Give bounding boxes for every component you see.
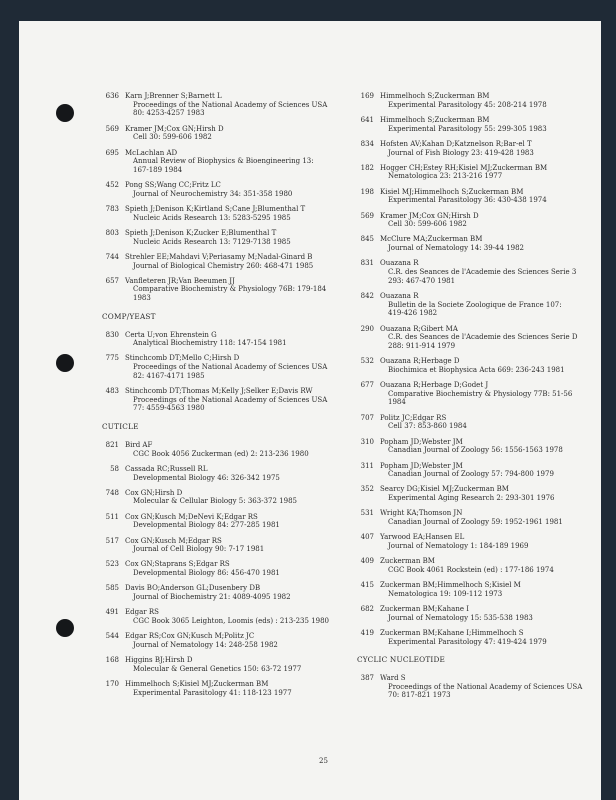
- reference-number: 409: [360, 557, 374, 566]
- reference-number: 569: [105, 124, 119, 133]
- section-heading: CYCLIC NUCLEOTIDE: [357, 655, 446, 665]
- reference-number: 517: [105, 536, 119, 545]
- reference-authors: Ouazana R;Gibert MA: [380, 324, 458, 333]
- reference-entry: [357, 92, 597, 109]
- reference-entry: [102, 277, 352, 303]
- reference-citation-line: Cell 30: 599-606 1982: [133, 133, 212, 142]
- reference-authors: McClure MA;Zuckerman BM: [380, 235, 483, 244]
- reference-citation-line: Cell 37: 853-860 1984: [388, 422, 467, 431]
- reference-citation-line: Nematologica 23: 213-216 1977: [388, 172, 503, 181]
- reference-citation-line: Journal of Nematology 15: 535-538 1983: [388, 613, 533, 622]
- binder-hole: [56, 354, 74, 372]
- reference-citation-line: 70: 817-821 1973: [388, 691, 451, 700]
- reference-authors: Ouazana R;Herbage D;Godet J: [380, 381, 489, 390]
- reference-entry: [357, 116, 597, 133]
- reference-number: 842: [360, 291, 374, 300]
- reference-authors: McLachlan AD: [125, 148, 178, 157]
- reference-number: 775: [105, 354, 119, 363]
- reference-authors: Yarwood EA;Hansen EL: [380, 533, 465, 542]
- reference-authors: Zuckerman BM: [380, 557, 435, 566]
- reference-entry: [357, 164, 597, 181]
- reference-citation-line: Journal of Nematology 1: 184-189 1969: [388, 541, 529, 550]
- reference-citation-line: Canadian Journal of Zoology 59: 1952-1961 1981: [388, 518, 563, 527]
- reference-entry: [102, 584, 352, 601]
- reference-citation-line: Cell 30: 599-606 1982: [388, 220, 467, 229]
- reference-entry: [357, 438, 597, 455]
- reference-entry: [357, 325, 597, 351]
- reference-authors: Cox GN;Kusch M;DeNevi K;Edgar RS: [125, 512, 258, 521]
- reference-authors: Zuckerman BM;Kahane I: [380, 604, 469, 613]
- reference-authors: Himmelhoch S;Zuckerman BM: [380, 115, 490, 124]
- reference-citation-line: 80: 4253-4257 1983: [133, 109, 205, 118]
- reference-entry: [102, 92, 352, 118]
- reference-number: 531: [360, 509, 374, 518]
- reference-entry: [357, 357, 597, 374]
- section-heading: CUTICLE: [102, 422, 139, 432]
- reference-entry: [357, 605, 597, 622]
- reference-entry: [357, 414, 597, 431]
- reference-entry: [357, 557, 597, 574]
- reference-authors: Himmelhoch S;Kisiel MJ;Zuckerman BM: [125, 679, 269, 688]
- reference-citation-line: Experimental Parasitology 55: 299-305 1983: [388, 124, 547, 133]
- reference-entry: [102, 205, 352, 222]
- reference-number: 352: [360, 485, 374, 494]
- reference-citation-line: CGC Book 4061 Rockstein (ed) : 177-186 1974: [388, 565, 554, 574]
- reference-entry: [102, 465, 352, 482]
- reference-number: 834: [360, 139, 374, 148]
- reference-number: 845: [360, 235, 374, 244]
- reference-number: 311: [360, 461, 374, 470]
- reference-number: 830: [105, 330, 119, 339]
- reference-citation-line: Proceedings of the National Academy of Sciences USA: [133, 363, 328, 372]
- reference-citation-line: Journal of Neurochemistry 34: 351-358 1980: [133, 189, 293, 198]
- reference-citation-line: Nematologica 19: 109-112 1973: [388, 589, 503, 598]
- reference-citation-line: Journal of Biological Chemistry 260: 468-471 1985: [133, 261, 314, 270]
- reference-citation-line: Journal of Biochemistry 21: 4089-4095 1982: [133, 593, 291, 602]
- reference-entry: [357, 462, 597, 479]
- reference-citation-line: Proceedings of the National Academy of Sciences USA: [133, 100, 328, 109]
- reference-number: 748: [105, 488, 119, 497]
- reference-number: 783: [105, 205, 119, 214]
- reference-number: 677: [360, 381, 374, 390]
- reference-entry: [102, 489, 352, 506]
- reference-entry: [102, 513, 352, 530]
- reference-number: 523: [105, 560, 119, 569]
- reference-authors: Cox GN;Kusch M;Edgar RS: [125, 536, 222, 545]
- reference-authors: Pong SS;Wang CC;Fritz LC: [125, 181, 221, 190]
- reference-number: 641: [360, 115, 374, 124]
- reference-number: 182: [360, 163, 374, 172]
- reference-authors: Popham JD;Webster JM: [380, 437, 463, 446]
- reference-authors: Politz JC;Edgar RS: [380, 413, 447, 422]
- reference-authors: Kisiel MJ;Himmelhoch S;Zuckerman BM: [380, 187, 524, 196]
- reference-number: 198: [360, 187, 374, 196]
- reference-entry: [102, 560, 352, 577]
- reference-authors: Strehler EE;Mahdavi V;Periasamy M;Nadal-Ginard B: [125, 252, 313, 261]
- reference-citation-line: 288: 911-914 1979: [388, 341, 456, 350]
- reference-entry: [102, 537, 352, 554]
- reference-entry: [102, 387, 352, 413]
- reference-authors: Cox GN;Staprans S;Edgar RS: [125, 560, 230, 569]
- reference-authors: Cox GN;Hirsh D: [125, 488, 183, 497]
- reference-number: 682: [360, 604, 374, 613]
- reference-citation-line: Biochimica et Biophysica Acta 669: 236-243 1981: [388, 365, 565, 374]
- reference-entry: [357, 485, 597, 502]
- reference-number: 532: [360, 357, 374, 366]
- reference-authors: Ouazana R: [380, 259, 419, 268]
- reference-authors: Bird AF: [125, 440, 153, 449]
- reference-citation-line: Canadian Journal of Zoology 56: 1556-1563 1978: [388, 446, 563, 455]
- reference-number: 585: [105, 584, 119, 593]
- reference-authors: Hofsten AV;Kahan D;Katznelson R;Bar-el T: [380, 139, 532, 148]
- reference-number: 491: [105, 608, 119, 617]
- reference-citation-line: Canadian Journal of Zoology 57: 794-800 1979: [388, 470, 554, 479]
- reference-authors: Zuckerman BM;Himmelhoch S;Kisiel M: [380, 581, 521, 590]
- reference-entry: [357, 212, 597, 229]
- reference-entry: [357, 381, 597, 407]
- reference-citation-line: Developmental Biology 86: 456-470 1981: [133, 569, 280, 578]
- reference-citation-line: Developmental Biology 84: 277-285 1981: [133, 521, 280, 530]
- reference-authors: Edgar RS: [125, 608, 159, 617]
- reference-authors: Cassada RC;Russell RL: [125, 464, 208, 473]
- right-column: [357, 92, 597, 707]
- reference-authors: Zuckerman BM;Kahane I;Himmelhoch S: [380, 628, 524, 637]
- reference-entry: [102, 632, 352, 649]
- reference-authors: Stinchcomb DT;Thomas M;Kelly J;Selker E;Davis RW: [125, 387, 313, 396]
- reference-number: 170: [105, 679, 119, 688]
- reference-number: 387: [360, 673, 374, 682]
- reference-authors: Edgar RS;Cox GN;Kusch M;Politz JC: [125, 632, 255, 641]
- reference-entry: [102, 331, 352, 348]
- reference-citation-line: 1984: [388, 398, 406, 407]
- reference-authors: Ouazana R: [380, 291, 419, 300]
- reference-citation-line: 167-189 1984: [133, 165, 183, 174]
- binder-hole: [56, 619, 74, 637]
- reference-number: 803: [105, 228, 119, 237]
- reference-entry: [357, 235, 597, 252]
- reference-authors: Vanfleteren JR;Van Beeumen JJ: [125, 276, 235, 285]
- page-number: 25: [319, 757, 328, 765]
- reference-citation-line: Experimental Parasitology 36: 430-438 1974: [388, 196, 547, 205]
- reference-number: 419: [360, 628, 374, 637]
- reference-entry: [102, 181, 352, 198]
- reference-authors: Ouazana R;Herbage D: [380, 357, 460, 366]
- reference-citation-line: Nucleic Acids Research 13: 7129-7138 1985: [133, 237, 291, 246]
- reference-citation-line: Comparative Biochemistry & Physiology 77B: 51-56: [388, 389, 573, 398]
- reference-number: 168: [105, 656, 119, 665]
- reference-number: 544: [105, 632, 119, 641]
- reference-citation-line: 419-426 1982: [388, 309, 438, 318]
- reference-entry: [357, 629, 597, 646]
- reference-entry: [357, 292, 597, 318]
- reference-number: 169: [360, 92, 374, 100]
- reference-citation-line: Journal of Nematology 14: 248-258 1982: [133, 640, 278, 649]
- document-page: [19, 21, 601, 800]
- reference-citation-line: Proceedings of the National Academy of Sciences USA: [133, 395, 328, 404]
- reference-number: 831: [360, 259, 374, 268]
- reference-number: 310: [360, 437, 374, 446]
- reference-entry: [102, 441, 352, 458]
- reference-citation-line: Annual Review of Biophysics & Bioengineering 13:: [133, 157, 314, 166]
- reference-entry: [357, 188, 597, 205]
- reference-authors: Spieth J;Denison K;Kirtland S;Cane J;Blumenthal T: [125, 205, 306, 214]
- reference-citation-line: 77: 4559-4563 1980: [133, 404, 205, 413]
- reference-citation-line: Journal of Fish Biology 23: 419-428 1983: [388, 148, 534, 157]
- reference-citation-line: Journal of Nematology 14: 39-44 1982: [388, 244, 524, 253]
- reference-entry: [102, 253, 352, 270]
- reference-number: 707: [360, 413, 374, 422]
- reference-number: 407: [360, 533, 374, 542]
- reference-entry: [357, 140, 597, 157]
- reference-number: 290: [360, 324, 374, 333]
- reference-citation-line: Journal of Cell Biology 90: 7-17 1981: [133, 545, 265, 554]
- reference-authors: Hogger CH;Estey RH;Kisiel MJ;Zuckerman BM: [380, 163, 548, 172]
- reference-citation-line: Molecular & General Genetics 150: 63-72 1977: [133, 664, 302, 673]
- reference-citation-line: Analytical Biochemistry 118: 147-154 1981: [133, 339, 287, 348]
- reference-authors: Davis BO;Anderson GL;Dusenbery DB: [125, 584, 261, 593]
- reference-entry: [357, 674, 597, 700]
- reference-number: 511: [105, 512, 119, 521]
- reference-citation-line: Experimental Parasitology 45: 208-214 1978: [388, 100, 547, 109]
- reference-citation-line: 82: 4167-4171 1985: [133, 371, 205, 380]
- reference-number: 821: [105, 440, 119, 449]
- reference-citation-line: Experimental Aging Research 2: 293-301 1976: [388, 494, 555, 503]
- reference-number: 569: [360, 211, 374, 220]
- reference-authors: Spieth J;Denison K;Zucker E;Blumenthal T: [125, 228, 277, 237]
- reference-entry: [357, 533, 597, 550]
- reference-entry: [102, 680, 352, 697]
- reference-citation-line: 293: 467-470 1981: [388, 276, 456, 285]
- reference-citation-line: Molecular & Cellular Biology 5: 363-372 1985: [133, 497, 297, 506]
- reference-citation-line: Experimental Parasitology 47: 419-424 1979: [388, 637, 547, 646]
- reference-citation-line: CGC Book 4056 Zuckerman (ed) 2: 213-236 1980: [133, 449, 309, 458]
- reference-number: 58: [110, 464, 119, 473]
- reference-citation-line: Experimental Parasitology 41: 118-123 1977: [133, 688, 292, 697]
- binder-hole: [56, 104, 74, 122]
- reference-authors: Karn J;Brenner S;Barnett L: [125, 92, 222, 100]
- reference-number: 452: [105, 181, 119, 190]
- reference-entry: [102, 354, 352, 380]
- reference-authors: Ward S: [380, 673, 406, 682]
- reference-citation-line: C.R. des Seances de l'Academie des Sciences Serie 3: [388, 268, 577, 277]
- reference-citation-line: Comparative Biochemistry & Physiology 76B: 179-184: [133, 285, 327, 294]
- left-column: [102, 92, 352, 704]
- reference-citation-line: 1983: [133, 294, 151, 303]
- reference-entry: [102, 656, 352, 673]
- reference-authors: Searcy DG;Kisiel MJ;Zuckerman BM: [380, 485, 509, 494]
- reference-number: 657: [105, 276, 119, 285]
- reference-authors: Wright KA;Thomson JN: [380, 509, 463, 518]
- reference-entry: [102, 608, 352, 625]
- reference-number: 636: [105, 92, 119, 100]
- reference-authors: Stinchcomb DT;Mello C;Hirsh D: [125, 354, 240, 363]
- reference-number: 415: [360, 581, 374, 590]
- reference-number: 483: [105, 387, 119, 396]
- reference-entry: [102, 149, 352, 175]
- reference-citation-line: Developmental Biology 46: 326-342 1975: [133, 473, 280, 482]
- reference-number: 695: [105, 148, 119, 157]
- reference-authors: Higgins BJ;Hirsh D: [125, 656, 193, 665]
- reference-authors: Kramer JM;Cox GN;Hirsh D: [125, 124, 224, 133]
- reference-number: 744: [105, 252, 119, 261]
- reference-citation-line: C.R. des Seances de l'Academie des Sciences Serie D: [388, 333, 578, 342]
- reference-citation-line: CGC Book 3065 Leighton, Loomis (eds) : 213-235 1980: [133, 616, 329, 625]
- reference-citation-line: Nucleic Acids Research 13: 5283-5295 1985: [133, 213, 291, 222]
- reference-entry: [102, 125, 352, 142]
- reference-authors: Kramer JM;Cox GN;Hirsh D: [380, 211, 479, 220]
- reference-entry: [357, 259, 597, 285]
- reference-citation-line: Bulletin de la Societe Zoologique de France 107:: [388, 300, 562, 309]
- reference-entry: [102, 229, 352, 246]
- section-heading: COMP/YEAST: [102, 311, 156, 321]
- reference-citation-line: Proceedings of the National Academy of Sciences USA: [388, 682, 583, 691]
- reference-authors: Himmelhoch S;Zuckerman BM: [380, 92, 490, 100]
- reference-authors: Popham JD;Webster JM: [380, 461, 463, 470]
- reference-entry: [357, 581, 597, 598]
- reference-authors: Certa U;von Ehrenstein G: [125, 330, 217, 339]
- reference-entry: [357, 509, 597, 526]
